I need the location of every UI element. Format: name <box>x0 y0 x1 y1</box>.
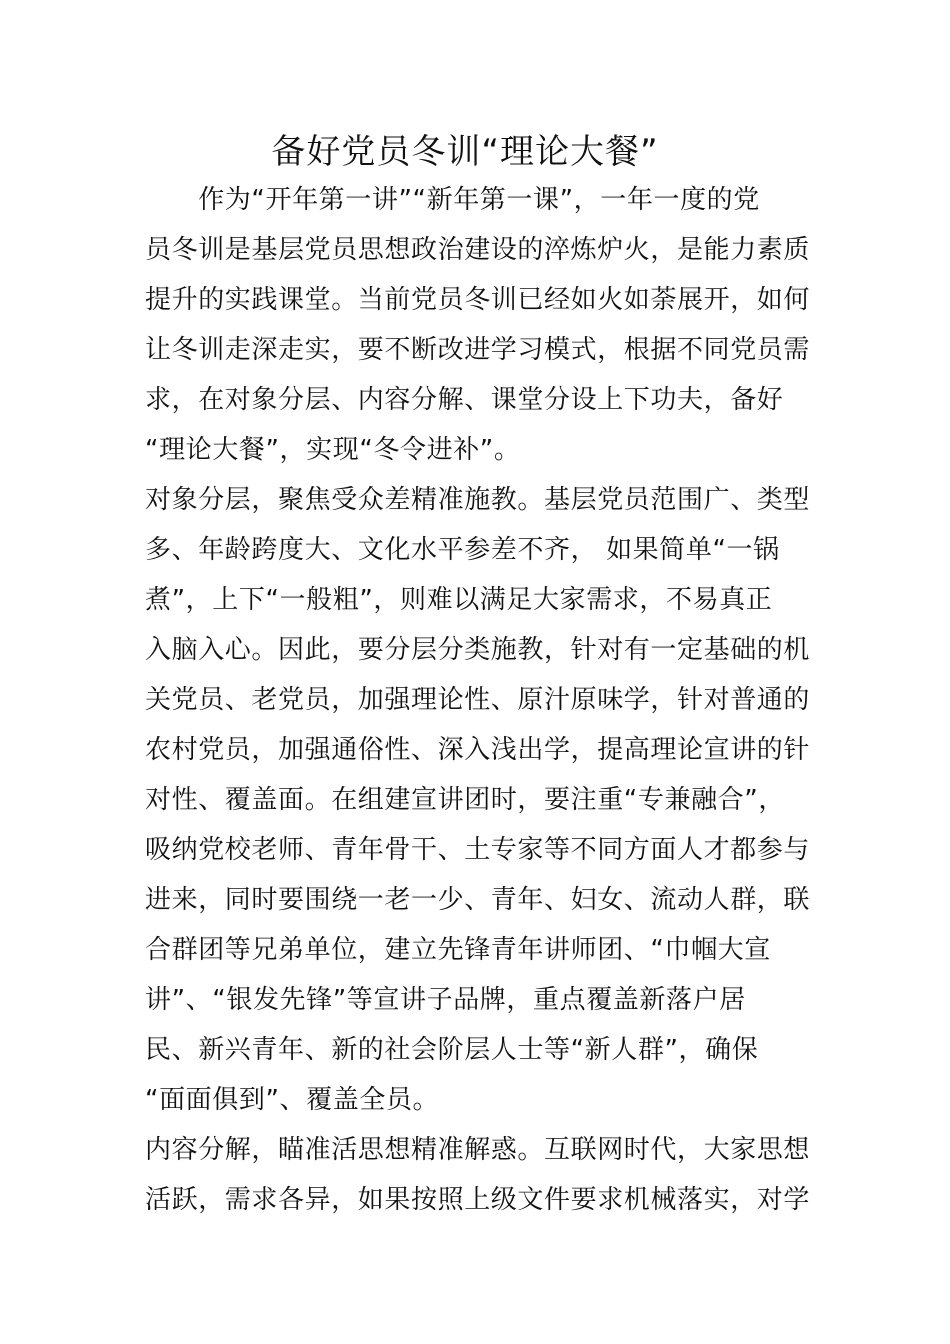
body-line: 入脑入心。因此，要分层分类施教，针对有一定基础的机 <box>145 635 811 665</box>
body-line: 进来，同时要围绕一老一少、青年、妇女、流动人群，联 <box>145 885 811 915</box>
body-line: 作为“开年第一讲”“新年第一课”，一年一度的党 <box>145 185 760 215</box>
body-line: 员冬训是基层党员思想政治建设的淬炼炉火，是能力素质 <box>145 235 811 265</box>
body-line: 关党员、老党员，加强理论性、原汁原味学，针对普通的 <box>145 685 811 715</box>
body-line: 合群团等兄弟单位，建立先锋青年讲师团、“巾帼大宣 <box>145 935 771 965</box>
body-line: 求，在对象分层、内容分解、课堂分设上下功夫，备好 <box>145 385 784 415</box>
body-line: 内容分解，瞄准活思想精准解惑。互联网时代，大家思想 <box>145 1135 811 1165</box>
body-line: 对性、覆盖面。在组建宣讲团时，要注重“专兼融合”， <box>145 785 785 815</box>
body-line: 吸纳党校老师、青年骨干、土专家等不同方面人才都参与 <box>145 835 811 865</box>
body-line: 民、新兴青年、新的社会阶层人士等“新人群”，确保 <box>145 1035 759 1065</box>
body-line: 讲”、“银发先锋”等宣讲子品牌，重点覆盖新落户居 <box>145 985 746 1015</box>
body-line: 煮”，上下“一般粗”，则难以满足大家需求，不易真正 <box>145 585 773 615</box>
body-line: 提升的实践课堂。当前党员冬训已经如火如荼展开，如何 <box>145 285 811 315</box>
body-line: 活跃，需求各异，如果按照上级文件要求机械落实，对学 <box>145 1185 811 1215</box>
document-title: 备好党员冬训“理论大餐” <box>271 132 659 172</box>
body-line: 让冬训走深走实，要不断改进学习模式，根据不同党员需 <box>145 335 811 365</box>
body-line: 对象分层，聚焦受众差精准施教。基层党员范围广、类型 <box>145 485 811 515</box>
body-line: 多、年龄跨度大、文化水平参差不齐， 如果简单“一锅 <box>145 535 780 565</box>
body-line: “理论大餐”，实现“冬令进补”。 <box>145 435 521 465</box>
body-line: 农村党员，加强通俗性、深入浅出学，提高理论宣讲的针 <box>145 735 811 765</box>
body-line: “面面俱到”、覆盖全员。 <box>145 1085 440 1115</box>
